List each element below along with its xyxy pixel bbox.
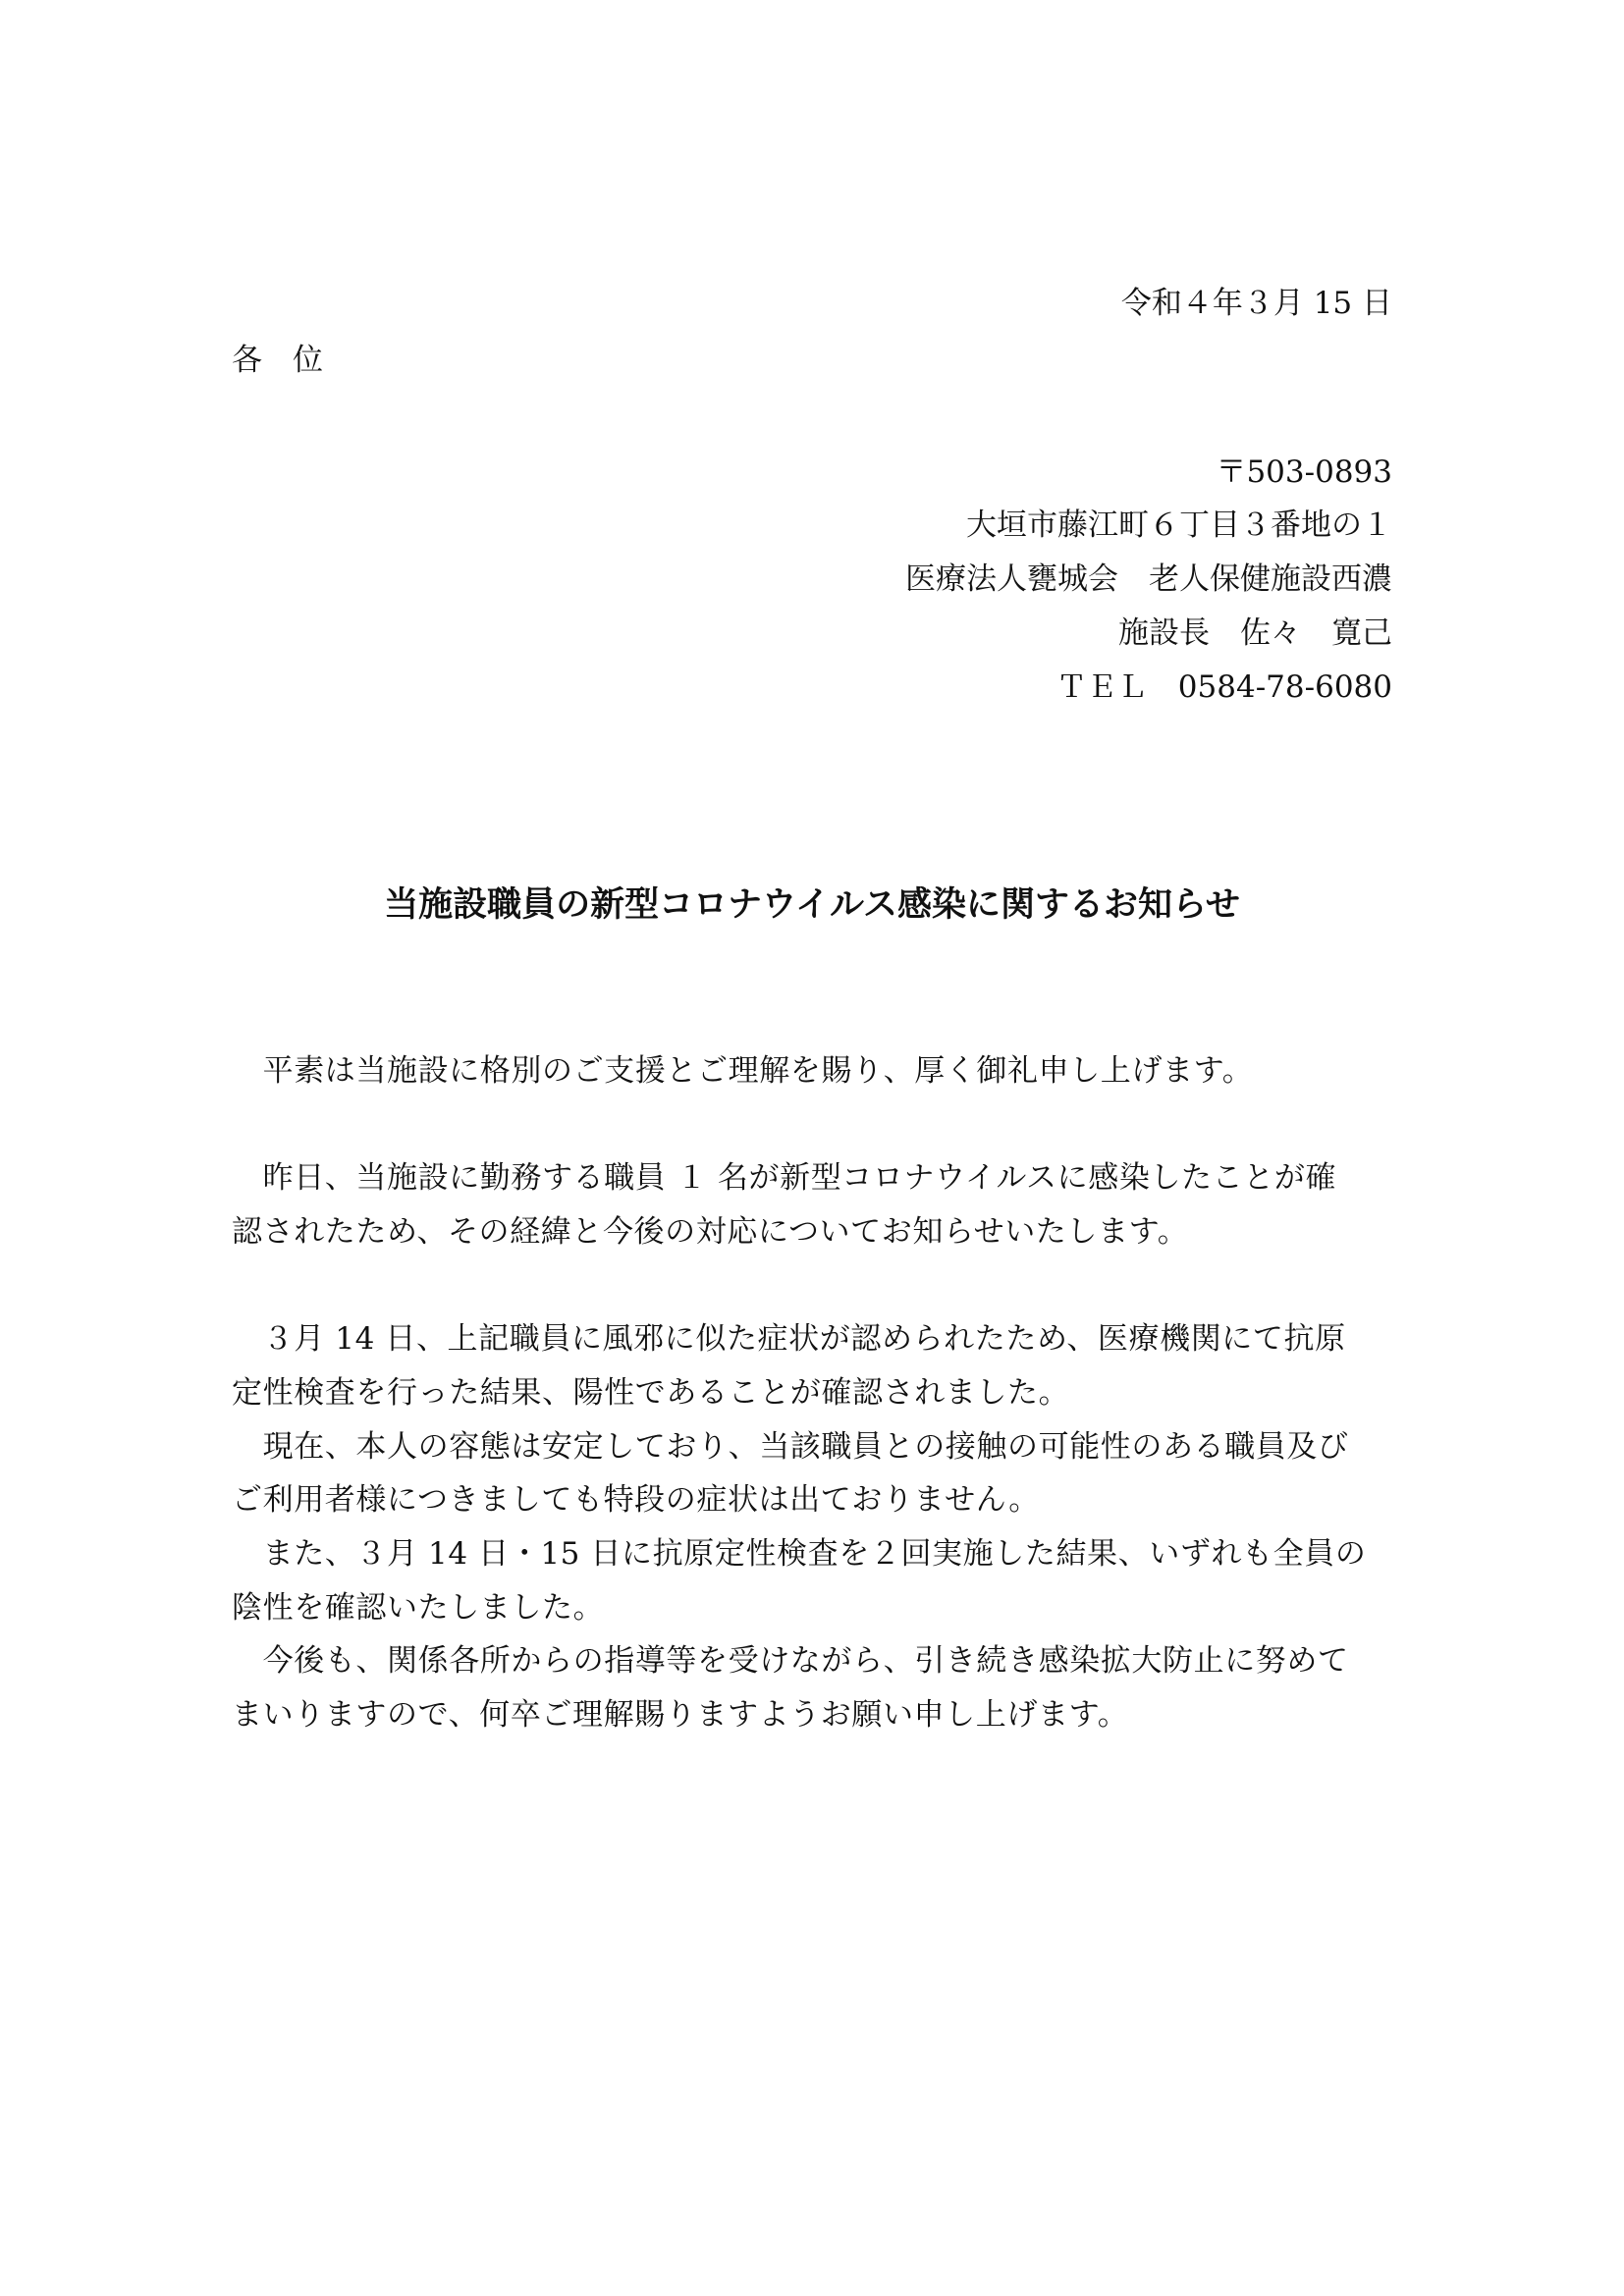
- body-paragraph-line: また、３月 14 日・15 日に抗原定性検査を２回実施した結果、いずれも全員の: [232, 1536, 1367, 1572]
- sender-postal-code: 〒503-0893: [1216, 454, 1392, 490]
- body-paragraph-line: 認されたため、その経緯と今後の対応についてお知らせいたします。: [232, 1214, 1189, 1250]
- body-paragraph-line: 現在、本人の容態は安定しており、当該職員との接触の可能性のある職員及び: [232, 1429, 1349, 1465]
- body-paragraph-line: まいりますので、何卒ご理解賜りますようお願い申し上げます。: [232, 1697, 1129, 1733]
- body-paragraph-line: ご利用者様につきましても特段の症状は出ておりません。: [232, 1482, 1040, 1518]
- sender-address: 大垣市藤江町６丁目３番地の１: [966, 507, 1392, 543]
- body-paragraph-line: 陰性を確認いたしました。: [232, 1590, 605, 1626]
- body-paragraph-line: 今後も、関係各所からの指導等を受けながら、引き続き感染拡大防止に努めて: [232, 1643, 1349, 1679]
- sender-director: 施設長 佐々 寛己: [1118, 615, 1392, 651]
- sender-organization: 医療法人甕城会 老人保健施設西濃: [905, 561, 1392, 597]
- addressee: 各 位: [232, 343, 323, 378]
- document-date: 令和４年３月 15 日: [1120, 286, 1392, 321]
- body-paragraph-line: 昨日、当施設に勤務する職員 １ 名が新型コロナウイルスに感染したことが確: [232, 1160, 1337, 1196]
- document-title: 当施設職員の新型コロナウイルス感染に関するお知らせ: [384, 885, 1240, 925]
- body-paragraph-line: ３月 14 日、上記職員に風邪に似た症状が認められたため、医療機関にて抗原: [232, 1321, 1346, 1357]
- body-paragraph-line: 定性検査を行った結果、陽性であることが確認されました。: [232, 1375, 1070, 1411]
- body-paragraph-line: 平素は当施設に格別のご支援とご理解を賜り、厚く御礼申し上げます。: [232, 1053, 1254, 1089]
- sender-tel: ＴＥＬ 0584-78-6080: [1056, 669, 1392, 705]
